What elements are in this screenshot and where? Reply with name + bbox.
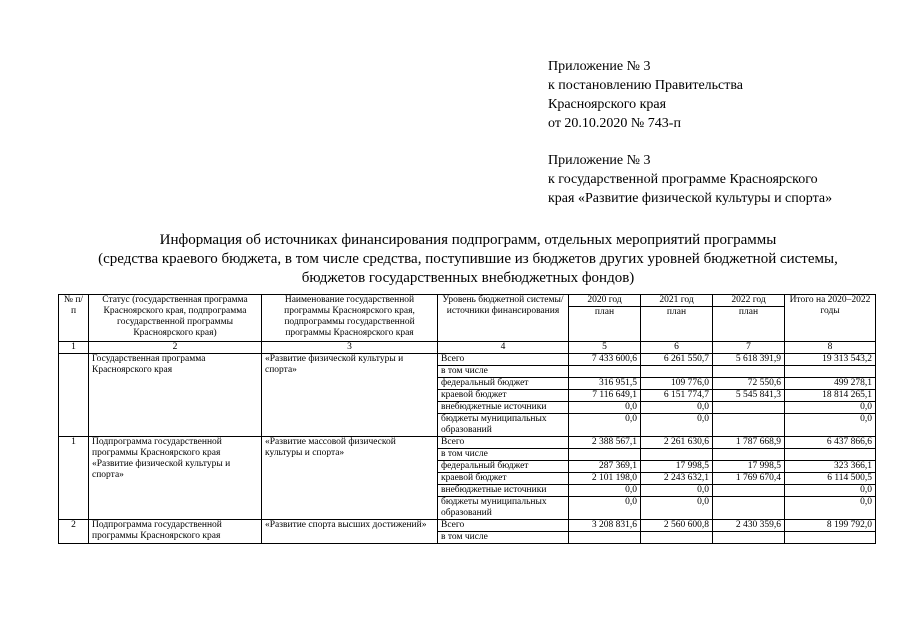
value-2020-cell	[569, 532, 641, 544]
level-cell: Всего	[438, 520, 569, 532]
level-cell: краевой бюджет	[438, 390, 569, 402]
value-2022-cell: 5 545 841,3	[713, 390, 785, 402]
appendix-line: Приложение № 3	[548, 59, 651, 74]
table-row	[59, 437, 876, 449]
value-2020-cell: 7 116 649,1	[569, 390, 641, 402]
value-2021-cell: 109 776,0	[641, 378, 713, 390]
header-2021: 2021 год	[641, 295, 713, 307]
status-cell: Подпрограмма государственной программы Красноярского края	[89, 520, 262, 544]
financing-table	[58, 294, 876, 544]
value-2022-cell	[713, 402, 785, 414]
value-2022-cell: 5 618 391,9	[713, 354, 785, 366]
appendix-header	[548, 57, 832, 208]
value-2022-cell	[713, 497, 785, 520]
value-total-cell: 18 814 265,1	[785, 390, 876, 402]
value-2022-cell: 2 430 359,6	[713, 520, 785, 532]
value-total-cell: 6 437 866,6	[785, 437, 876, 449]
value-2022-cell: 17 998,5	[713, 461, 785, 473]
row-number	[59, 354, 89, 437]
table-row	[59, 520, 876, 532]
value-2020-cell: 2 388 567,1	[569, 437, 641, 449]
value-2021-cell: 0,0	[641, 414, 713, 437]
column-number: 2	[89, 342, 262, 354]
title-line: Информация об источниках финансирования подпрограмм, отдельных мероприятий программы	[159, 232, 777, 248]
value-total-cell: 0,0	[785, 414, 876, 437]
program-name-cell: «Развитие массовой физической культуры и спорта»	[262, 437, 438, 520]
value-2021-cell	[641, 366, 713, 378]
value-2020-cell	[569, 366, 641, 378]
title-line: (средства краевого бюджета, в том числе средства, поступившие из бюджетов других уровней бюджетной системы,	[98, 251, 838, 267]
value-2022-cell: 1 769 670,4	[713, 473, 785, 485]
column-number: 6	[641, 342, 713, 354]
value-2021-cell: 17 998,5	[641, 461, 713, 473]
value-2021-cell	[641, 532, 713, 544]
level-cell: бюджеты муниципальных образований	[438, 497, 569, 520]
value-2022-cell: 1 787 668,9	[713, 437, 785, 449]
value-2020-cell: 2 101 198,0	[569, 473, 641, 485]
value-2022-cell	[713, 414, 785, 437]
value-2021-cell: 0,0	[641, 402, 713, 414]
value-2021-cell: 6 151 774,7	[641, 390, 713, 402]
program-name-cell: «Развитие спорта высших достижений»	[262, 520, 438, 544]
header-plan: план	[713, 307, 785, 342]
value-total-cell: 0,0	[785, 485, 876, 497]
level-cell: краевой бюджет	[438, 473, 569, 485]
header-num: № п/п	[59, 295, 89, 342]
appendix-line: края «Развитие физической культуры и спорта»	[548, 191, 833, 206]
program-name-cell: «Развитие физической культуры и спорта»	[262, 354, 438, 437]
value-total-cell: 19 313 543,2	[785, 354, 876, 366]
level-cell: внебюджетные источники	[438, 485, 569, 497]
appendix-line: к государственной программе Красноярского	[548, 172, 818, 187]
column-number: 7	[713, 342, 785, 354]
level-cell: в том числе	[438, 532, 569, 544]
header-plan: план	[641, 307, 713, 342]
value-2020-cell: 0,0	[569, 402, 641, 414]
appendix-block-program	[548, 151, 832, 208]
value-2020-cell: 0,0	[569, 414, 641, 437]
column-number: 5	[569, 342, 641, 354]
header-2022: 2022 год	[713, 295, 785, 307]
value-total-cell: 499 278,1	[785, 378, 876, 390]
level-cell: Всего	[438, 354, 569, 366]
status-cell: Государственная программа Красноярского края	[89, 354, 262, 437]
status-cell: Подпрограмма государственной программы Красноярского края «Развитие физической культуры и спорта»	[89, 437, 262, 520]
level-cell: внебюджетные источники	[438, 402, 569, 414]
level-cell: Всего	[438, 437, 569, 449]
column-number: 4	[438, 342, 569, 354]
level-cell: в том числе	[438, 449, 569, 461]
column-number: 8	[785, 342, 876, 354]
appendix-line: Приложение № 3	[548, 153, 651, 168]
value-total-cell: 0,0	[785, 402, 876, 414]
value-total-cell: 0,0	[785, 497, 876, 520]
header-total: Итого на 2020–2022 годы	[785, 295, 876, 342]
table-row	[59, 354, 876, 366]
value-2020-cell: 287 369,1	[569, 461, 641, 473]
value-2021-cell: 2 243 632,1	[641, 473, 713, 485]
value-2021-cell: 2 261 630,6	[641, 437, 713, 449]
level-cell: федеральный бюджет	[438, 461, 569, 473]
value-2021-cell	[641, 449, 713, 461]
header-plan: план	[569, 307, 641, 342]
header-level: Уровень бюджетной системы/ источники финансирования	[438, 295, 569, 342]
row-number: 2	[59, 520, 89, 544]
title-line: бюджетов государственных внебюджетных фондов)	[301, 270, 635, 286]
level-cell: бюджеты муниципальных образований	[438, 414, 569, 437]
value-2021-cell: 0,0	[641, 497, 713, 520]
value-total-cell	[785, 532, 876, 544]
value-2022-cell	[713, 449, 785, 461]
value-2020-cell	[569, 449, 641, 461]
value-2022-cell	[713, 532, 785, 544]
value-2022-cell	[713, 485, 785, 497]
document-title	[58, 231, 878, 288]
value-total-cell	[785, 449, 876, 461]
level-cell: в том числе	[438, 366, 569, 378]
value-2021-cell: 6 261 550,7	[641, 354, 713, 366]
appendix-block-decree	[548, 57, 832, 133]
level-cell: федеральный бюджет	[438, 378, 569, 390]
header-status: Статус (государственная программа Красноярского края, подпрограмма государственной программы Красноярского края)	[89, 295, 262, 342]
value-2021-cell: 2 560 600,8	[641, 520, 713, 532]
value-2020-cell: 0,0	[569, 497, 641, 520]
value-2020-cell: 7 433 600,6	[569, 354, 641, 366]
value-total-cell: 8 199 792,0	[785, 520, 876, 532]
appendix-line: от 20.10.2020 № 743-п	[548, 116, 681, 131]
value-2020-cell: 0,0	[569, 485, 641, 497]
value-2022-cell	[713, 366, 785, 378]
value-2020-cell: 316 951,5	[569, 378, 641, 390]
header-name: Наименование государственной программы Красноярского края, подпрограммы государственной программы Красноярского края	[262, 295, 438, 342]
value-total-cell: 6 114 500,5	[785, 473, 876, 485]
column-number: 1	[59, 342, 89, 354]
column-number: 3	[262, 342, 438, 354]
header-2020: 2020 год	[569, 295, 641, 307]
value-2020-cell: 3 208 831,6	[569, 520, 641, 532]
value-2022-cell: 72 550,6	[713, 378, 785, 390]
value-2021-cell: 0,0	[641, 485, 713, 497]
value-total-cell	[785, 366, 876, 378]
appendix-line: к постановлению Правительства	[548, 78, 744, 93]
appendix-line: Красноярского края	[548, 97, 667, 112]
value-total-cell: 323 366,1	[785, 461, 876, 473]
row-number: 1	[59, 437, 89, 520]
